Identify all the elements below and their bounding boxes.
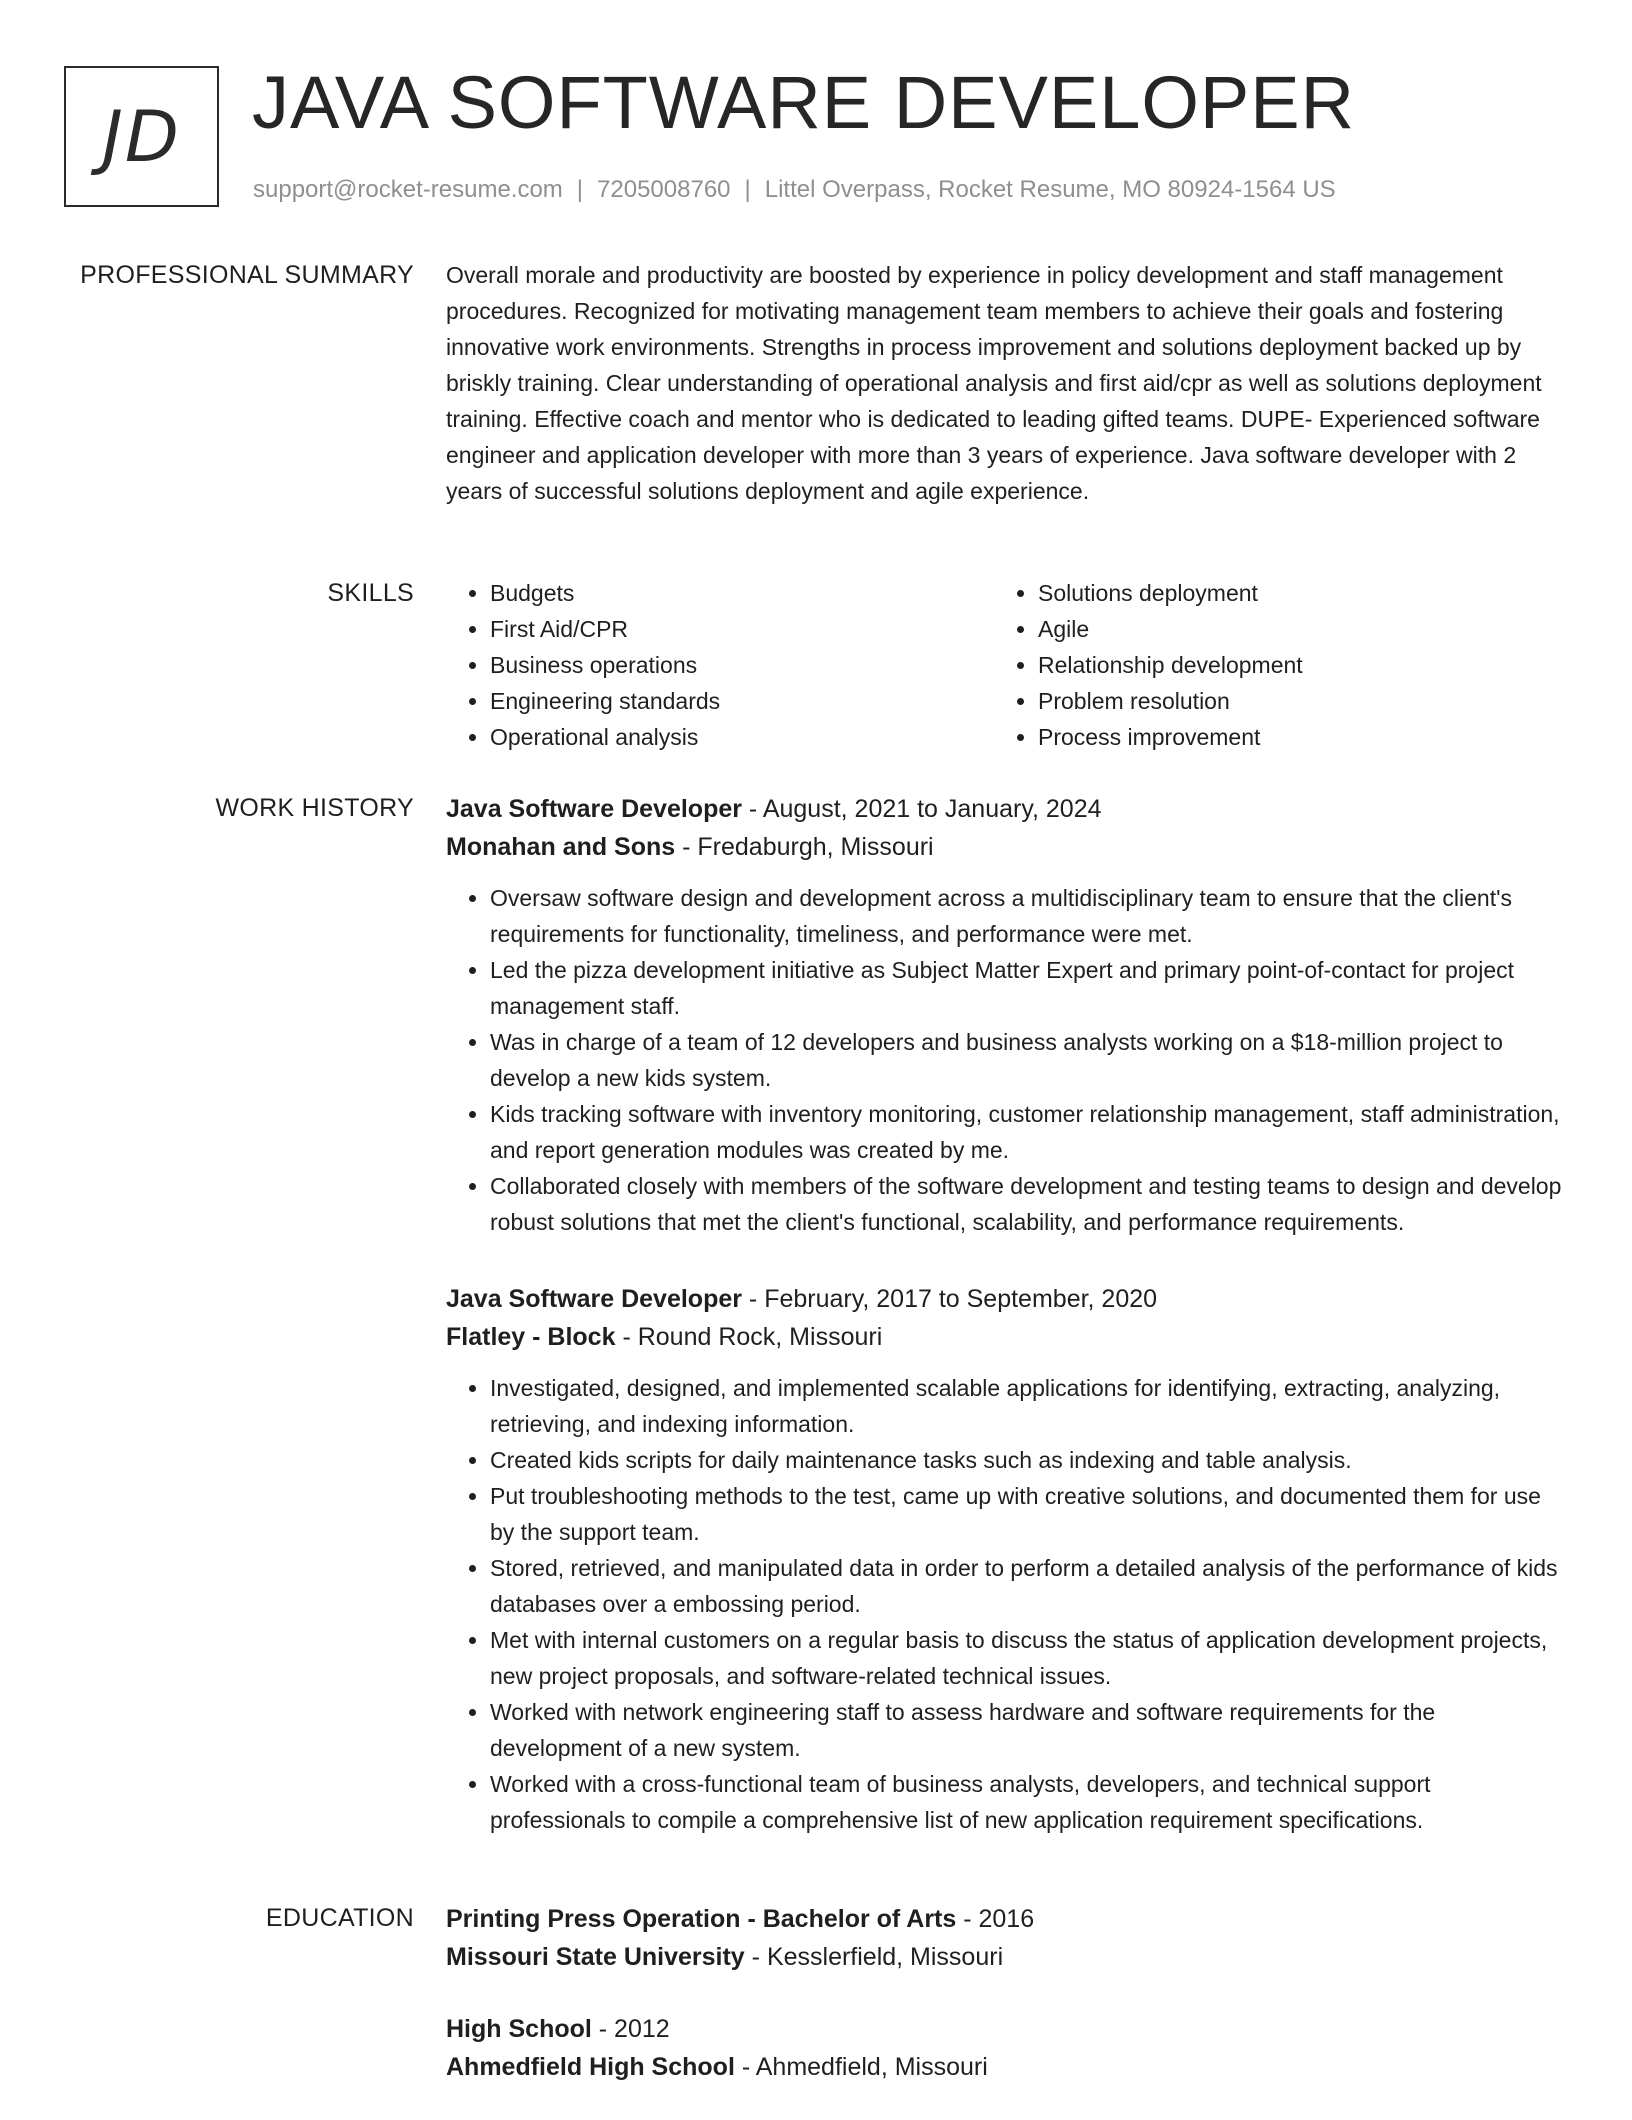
dash: - bbox=[615, 1323, 638, 1351]
dash: - bbox=[741, 1285, 765, 1313]
skill-item: • Problem resolution bbox=[1038, 683, 1542, 719]
skill-item: • Agile bbox=[1038, 611, 1542, 647]
job-bullet-list bbox=[446, 880, 1566, 1240]
job-bullet: • Put troubleshooting methods to the test, came up with creative solutions, and documented them for use by the support team. bbox=[490, 1478, 1566, 1550]
job-bullet-list bbox=[446, 1370, 1566, 1838]
skill-item: • Engineering standards bbox=[490, 683, 994, 719]
skill-item: • Process improvement bbox=[1038, 719, 1542, 755]
section-heading-education: EDUCATION bbox=[265, 1904, 414, 1932]
contact-address: Littel Overpass, Rocket Resume, MO 80924-1564 US bbox=[764, 176, 1336, 203]
job-location: Fredaburgh, Missouri bbox=[697, 833, 934, 861]
job-bullet: • Kids tracking software with inventory monitoring, customer relationship management, staff administration, and report generation modules was created by me. bbox=[490, 1096, 1566, 1168]
section-heading-summary: PROFESSIONAL SUMMARY bbox=[80, 261, 414, 289]
dash: - bbox=[741, 795, 763, 823]
job-entry bbox=[446, 790, 1566, 1240]
education-degree: High School bbox=[446, 2015, 592, 2043]
skill-item: • Business operations bbox=[490, 647, 994, 683]
education-school-line bbox=[446, 2048, 1566, 2086]
skill-item: • First Aid/CPR bbox=[490, 611, 994, 647]
job-title: Java Software Developer bbox=[446, 795, 742, 823]
page-title: JAVA SOFTWARE DEVELOPER bbox=[252, 61, 1356, 144]
work-history-body bbox=[446, 790, 1566, 1878]
job-dates: February, 2017 to September, 2020 bbox=[764, 1285, 1158, 1313]
job-bullet: • Worked with a cross-functional team of business analysts, developers, and technical support professionals to compile a comprehensive list of new application requirement specifications. bbox=[490, 1766, 1566, 1838]
job-company: Monahan and Sons bbox=[446, 833, 676, 861]
job-bullet: • Created kids scripts for daily maintenance tasks such as indexing and table analysis. bbox=[490, 1442, 1566, 1478]
education-location: Kesslerfield, Missouri bbox=[766, 1943, 1004, 1971]
education-location: Ahmedfield, Missouri bbox=[755, 2053, 988, 2081]
job-company: Flatley - Block bbox=[446, 1323, 616, 1351]
skill-item: • Budgets bbox=[490, 575, 994, 611]
education-degree-line bbox=[446, 2010, 1566, 2048]
education-entry bbox=[446, 2010, 1566, 2086]
summary-body bbox=[446, 257, 1566, 509]
monogram-logo: JD bbox=[64, 66, 219, 207]
contact-line bbox=[253, 174, 1336, 206]
skill-item: • Operational analysis bbox=[490, 719, 994, 755]
skills-column-right bbox=[994, 575, 1542, 755]
education-year: 2016 bbox=[978, 1905, 1035, 1933]
section-heading-skills: SKILLS bbox=[327, 579, 414, 607]
contact-separator: | bbox=[744, 176, 751, 203]
education-degree-line bbox=[446, 1900, 1566, 1938]
education-degree: Printing Press Operation - Bachelor of Arts bbox=[446, 1905, 957, 1933]
job-bullet: • Was in charge of a team of 12 developers and business analysts working on a $18-million project to develop a new kids system. bbox=[490, 1024, 1566, 1096]
contact-phone: 7205008760 bbox=[597, 176, 731, 203]
dash: - bbox=[591, 2015, 615, 2043]
contact-email[interactable]: support@rocket-resume.com bbox=[253, 176, 563, 203]
job-bullet: • Led the pizza development initiative as Subject Matter Expert and primary point-of-contact for project management staff. bbox=[490, 952, 1566, 1024]
education-year: 2012 bbox=[614, 2015, 670, 2043]
job-dates: August, 2021 to January, 2024 bbox=[762, 795, 1102, 823]
skills-column-left bbox=[446, 575, 994, 755]
section-heading-work-history: WORK HISTORY bbox=[215, 794, 414, 822]
job-title-line bbox=[446, 790, 1566, 828]
job-company-line bbox=[446, 1318, 1566, 1356]
job-title-line bbox=[446, 1280, 1566, 1318]
job-company-line bbox=[446, 828, 1566, 866]
dash: - bbox=[956, 1905, 979, 1933]
skills-body bbox=[446, 575, 1566, 755]
dash: - bbox=[734, 2053, 756, 2081]
job-bullet: • Investigated, designed, and implemented scalable applications for identifying, extracting, analyzing, retrieving, and indexing information. bbox=[490, 1370, 1566, 1442]
job-bullet: • Stored, retrieved, and manipulated data in order to perform a detailed analysis of the performance of kids databases over a embossing period. bbox=[490, 1550, 1566, 1622]
education-body bbox=[446, 1900, 1566, 2120]
education-school: Missouri State University bbox=[446, 1943, 745, 1971]
job-bullet: • Met with internal customers on a regular basis to discuss the status of application development projects, new project proposals, and software-related technical issues. bbox=[490, 1622, 1566, 1694]
summary-text: Overall morale and productivity are boosted by experience in policy development and staff management procedures. Recognized for motivating management team members to achieve their goals and fostering innovative work environments. Strengths in process improvement and solutions deployment backed up by briskly training. Clear understanding of operational analysis and first aid/cpr as well as solutions deployment training. Effective coach and mentor who is dedicated to leading gifted teams. DUPE- Experienced software engineer and application developer with more than 3 years of experience. Java software developer with 2 years of successful solutions deployment and agile experience. bbox=[446, 262, 1542, 504]
job-title: Java Software Developer bbox=[446, 1285, 742, 1313]
contact-separator: | bbox=[576, 176, 584, 203]
skill-item: • Relationship development bbox=[1038, 647, 1542, 683]
job-location: Round Rock, Missouri bbox=[637, 1323, 883, 1351]
skill-item: • Solutions deployment bbox=[1038, 575, 1542, 611]
job-entry bbox=[446, 1280, 1566, 1838]
job-bullet: • Oversaw software design and development across a multidisciplinary team to ensure that the client's requirements for functionality, timeliness, and performance were met. bbox=[490, 880, 1566, 952]
job-bullet: • Collaborated closely with members of the software development and testing teams to design and develop robust solutions that met the client's functional, scalability, and performance requirements. bbox=[490, 1168, 1566, 1240]
education-school: Ahmedfield High School bbox=[446, 2053, 735, 2081]
job-bullet: • Worked with network engineering staff to assess hardware and software requirements for the development of a new system. bbox=[490, 1694, 1566, 1766]
education-school-line bbox=[446, 1938, 1566, 1976]
dash: - bbox=[675, 833, 698, 861]
dash: - bbox=[744, 1943, 767, 1971]
education-entry bbox=[446, 1900, 1566, 1976]
